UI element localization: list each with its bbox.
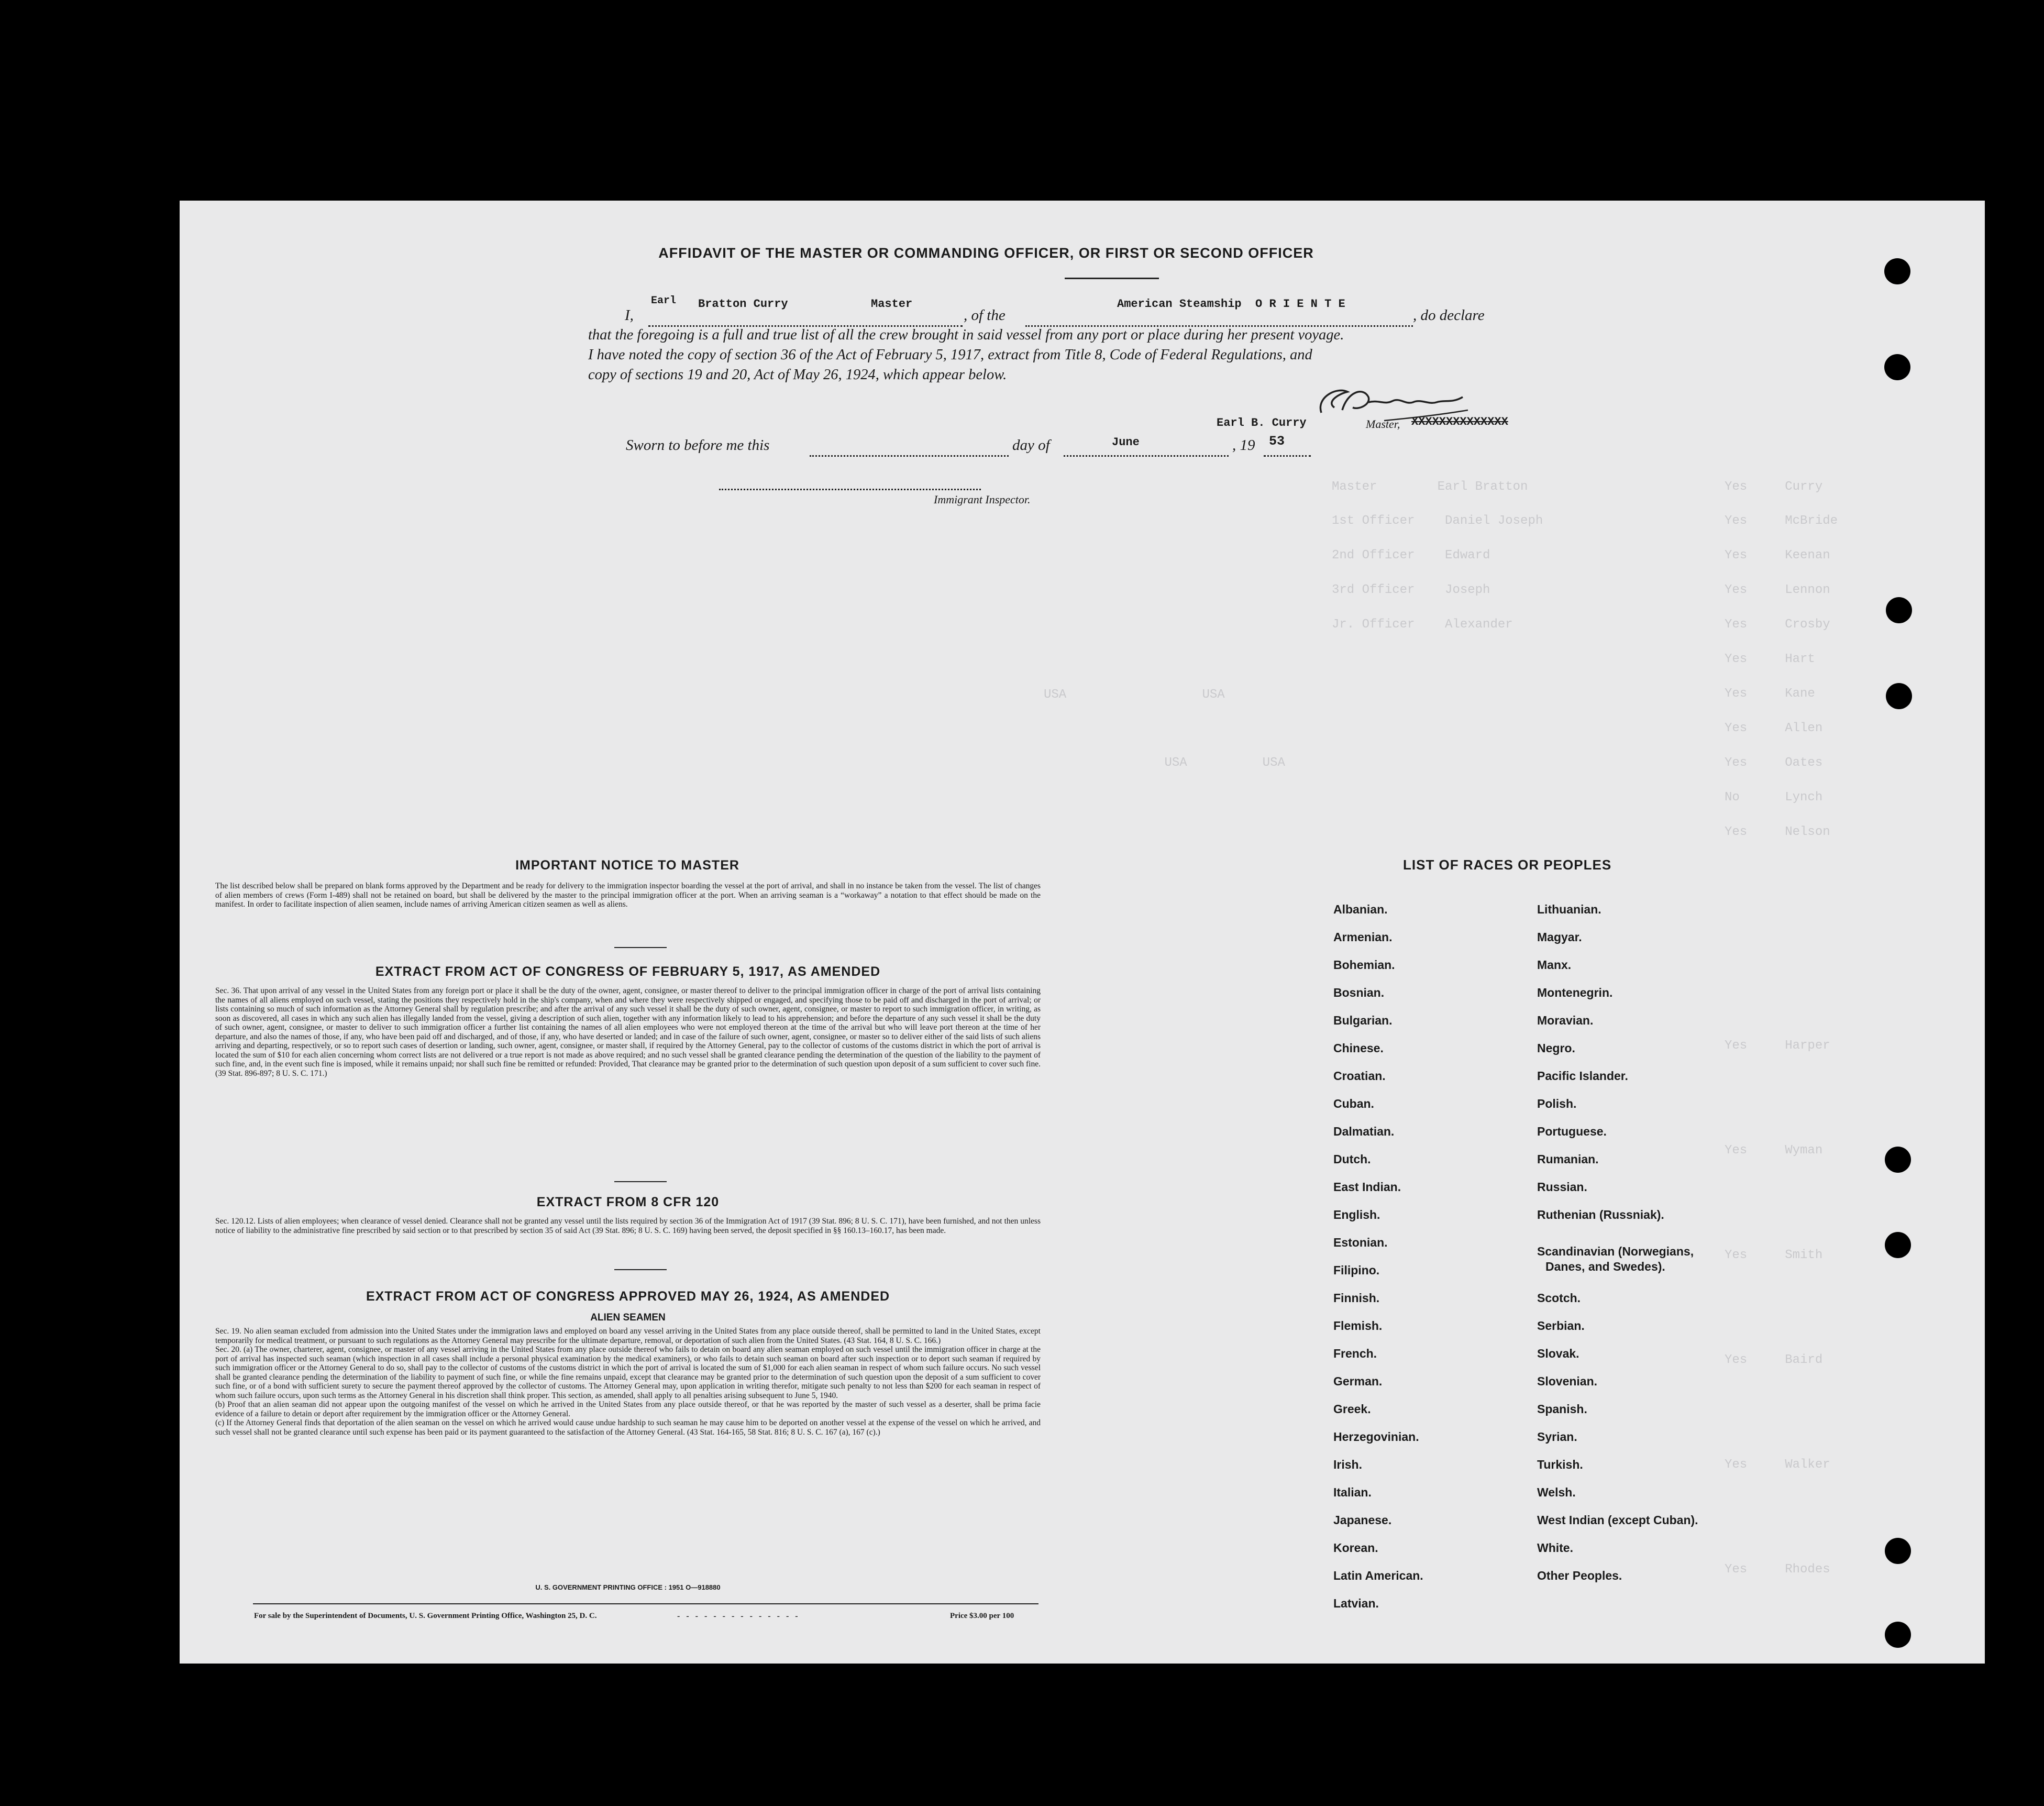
punch-hole — [1885, 1622, 1911, 1648]
race-item: Dutch. — [1333, 1152, 1371, 1166]
race-item: Rumanian. — [1537, 1152, 1599, 1166]
race-item: Greek. — [1333, 1402, 1371, 1416]
year-prefix: , 19 — [1232, 437, 1255, 454]
race-item: English. — [1333, 1208, 1380, 1221]
extract-1924-body — [215, 1327, 1041, 1437]
signer-title: Master, — [1366, 417, 1400, 431]
race-item: Bosnian. — [1333, 986, 1385, 999]
race-item: Moravian. — [1537, 1014, 1594, 1027]
race-item: Russian. — [1537, 1180, 1587, 1194]
race-item: Polish. — [1537, 1097, 1577, 1110]
extract-1924-title: EXTRACT FROM ACT OF CONGRESS APPROVED MAY 26, 1924, AS AMENDED — [366, 1289, 890, 1304]
extract-1917-title: EXTRACT FROM ACT OF CONGRESS OF FEBRUARY 5, 1917, AS AMENDED — [375, 964, 881, 979]
race-item: Portuguese. — [1537, 1125, 1607, 1138]
race-item: Pacific Islander. — [1537, 1069, 1628, 1083]
race-item: Bohemian. — [1333, 958, 1395, 972]
extract-cfr-body: Sec. 120.12. Lists of alien employees; when clearance of vessel denied. Clearance shall not be granted any vessel until the lists required by section 36 of the Immigration Act of 1917 (39 Stat. 896; 8 U. S. C. 171), have been furnished, and not then unless notice of liability to the administrative fine prescribed by said section or to that prescribed by section 35 of said Act (39 Stat. 896; 8 U. S. C. 169) having been served, the deposit specified in §§ 160.13–160.17, has been made. — [215, 1217, 1041, 1235]
extract-cfr-title: EXTRACT FROM 8 CFR 120 — [536, 1195, 720, 1209]
punch-hole — [1886, 597, 1912, 623]
race-item: Danes, and Swedes). — [1545, 1260, 1665, 1273]
race-item: Turkish. — [1537, 1458, 1583, 1471]
sec-20a: Sec. 20. (a) The owner, charterer, agent, consignee, or master of any vessel arriving in the United States from any place outside thereof who fails to detain on board any alien seaman employed on such vessel until the immigration officer in charge at the port of arrival has inspected such seaman (which inspection in all cases shall include a personal physical examination by the medical examiners), or who fails to detain such seaman on board after such inspection or to deport such seaman if required by such immigration officer or the Attorney General to do so, shall pay to the collector of customs of the customs district in which the port of arrival is located the sum of $1,000 for each alien seaman in respect of whom such failure occurs. No such vessel shall be granted clearance pending the determination of the liability to payment of such fine, or while the fine remains unpaid, except that clearance may be granted prior to the determination of such question upon the deposit of a sum sufficient to cover such fine, or of a bond with sufficient surety to secure the payment thereof approved by the collector of customs. The Attorney General may, upon application in writing therefor, mitigate such penalty to not less than $200 for each seaman in respect of whom such failure occurs, upon such terms as the Attorney General in his discretion shall think proper. This section, as amended, shall apply to all penalties arising subsequent to June 5, 1940. — [215, 1345, 1041, 1400]
race-item: Manx. — [1537, 958, 1572, 972]
race-item: Lithuanian. — [1537, 902, 1601, 916]
race-item: Herzegovinian. — [1333, 1430, 1419, 1444]
master-rank: Master — [871, 298, 913, 311]
punch-hole — [1885, 1147, 1911, 1173]
footer-sale: For sale by the Superintendent of Documents, U. S. Government Printing Office, Washington 25, D. C. — [254, 1612, 597, 1620]
race-item: Croatian. — [1333, 1069, 1386, 1083]
affidavit-line4: copy of sections 19 and 20, Act of May 26, 1924, which appear below. — [588, 367, 1007, 383]
race-item: Irish. — [1333, 1458, 1362, 1471]
sworn-day-blank — [810, 439, 1009, 457]
punch-hole — [1885, 1232, 1911, 1258]
sworn-label: Sworn to before me this — [626, 437, 770, 454]
notice-rule — [614, 947, 667, 948]
race-item: Korean. — [1333, 1541, 1378, 1555]
race-item: Filipino. — [1333, 1263, 1380, 1277]
race-item: Scandinavian (Norwegians, — [1537, 1245, 1694, 1258]
of-the-label: , of the — [964, 307, 1006, 324]
gpo-imprint: U. S. GOVERNMENT PRINTING OFFICE : 1951 O—918880 — [535, 1583, 721, 1591]
races-title: LIST OF RACES OR PEOPLES — [1403, 857, 1612, 873]
race-item: Ruthenian (Russniak). — [1537, 1208, 1664, 1221]
master-name: Bratton Curry — [698, 298, 788, 311]
race-item: Armenian. — [1333, 930, 1393, 944]
vessel-blank — [1025, 310, 1413, 327]
affidavit-line2: that the foregoing is a full and true list of all the crew brought in said vessel from any port or place during her present voyage. — [588, 327, 1344, 343]
race-item: Latin American. — [1333, 1569, 1423, 1582]
race-item: Montenegrin. — [1537, 986, 1613, 999]
sworn-month: June — [1112, 436, 1140, 449]
sec-20c: (c) If the Attorney General finds that deportation of the alien seaman on the vessel on which he arrived would cause undue hardship to such seaman he may cause him to be deported on another vessel at the expense of the vessel on which he arrived, and such vessel shall not be granted clearance until such expense has been paid or its payment guaranteed to the satisfaction of the Attorney General. (43 Stat. 164-165, 58 Stat. 816; 8 U. S. C. 167 (a), 167 (c).) — [215, 1418, 1041, 1437]
race-item: Japanese. — [1333, 1513, 1392, 1527]
race-item: Negro. — [1537, 1041, 1575, 1055]
manifest-sheet: Yes Curry Yes McBride Yes Keenan Yes Lennon Yes Crosby Yes Hart Yes Kane Yes Allen Yes Oates No Lynch Yes Nelson Master Earl Bratton 1st Officer Daniel Joseph 2nd Officer Edward 3rd Officer Joseph Jr. Officer Alexander USA USA USA USA Yes Harper Yes Wyman Yes Smith Yes Baird Yes Walker Yes Rhodes AFFIDAVIT OF THE MASTER OR COMMANDING OFFICER, OR FIRST OR SECOND OFFICER I, Earl Bratton Curry Master , of the American Steamship O R I E N T E , do declare that the foregoing is a full and true list of all the crew brought in said vessel from any port or place during her present voyage. I have noted the copy of section 36 of the Act of February 5, 1917, extract from Title 8, Code of Federal Regulations, and copy of sections 19 and 20, Act of May 26, 1924, which appear below. Earl B. Curry Master, XXXXXXXXXXXXXX Sworn to before me this day of June , 19 53 Immigrant Inspector. IMPORTANT NOTICE TO MASTER The list described below shall be prepared on blank forms approved by the Department and be ready for delivery to the immigration inspector boarding the vessel at the port of arrival, and shall in no instance be taken from the vessel. The list of changes of alien members of crews (Form I-489) shall not be retained on board, but shall be delivered by the master to the principal immigration officer at the port. When an arriving seaman is a “workaway” a notation to that effect should be made on the manifest. In order to facilitate inspection of alien seamen, include names of arriving American citizen seamen as well as aliens. EXTRACT FROM ACT OF CONGRESS OF FEBRUARY 5, 1917, AS AMENDED Sec. 36. That upon arrival of any vessel in the United States from any foreign port or place it shall be the duty of the owner, agent, consignee, or master thereof to deliver to the principal immigration officer in charge of the port of arrival lists containing the names of all aliens employed on such vessel, stating the positions they respectively hold in the ship's company, when and where they were respectively shipped or engaged, and specifying those to be paid off and discharged in the port of arrival; or lists containing so much of such information as the Attorney General shall by regulation prescribe; and after the arrival of any such vessel it shall be the duty of such owner, agent, consignee, or master to report to such immigration officer, in writing, as soon as discovered, all cases in which any such alien has illegally landed from the vessel, giving a description of such alien, together with any information likely to lead to his apprehension; and before the departure of any such vessel it shall be the duty of such owner, agent, consignee, or master to deliver to such immigration officer a further list containing the names of all alien employees who were not employed thereon at the time of the arrival but who will leave port thereon at the time of her departure, and also the names of those, if any, who have been paid off and discharged, and of those, if any, who have deserted or landed; and in case of the failure of such owner, agent, consignee, or master so to deliver either of the said lists of such aliens arriving and departing, respectively, or so to report such cases of desertion or landing, such owner, agent, consignee, or master shall, if required by the Attorney General, pay to the collector of customs of the customs district in which the port of arrival is located the sum of $10 for each alien concerning whom correct lists are not delivered or a true report is not made as above required; and no such vessel shall be granted clearance pending the determination of the question of the liability to the payment of such fine, and, in the event such fine is imposed, while it remains unpaid; nor shall such fine be remitted or refunded: Provided, That clearance may be granted prior to the determination of such question upon deposit of a sum sufficient to cover such fine. (39 Stat. 896-897; 8 U. S. C. 171.) EXTRACT FROM 8 CFR 120 Sec. 120.12. Lists of alien employees; when clearance of vessel denied. Clearance shall not be granted any vessel until the lists required by section 36 of the Immigration Act of 1917 (39 Stat. 896; 8 U. S. C. 171), have been furnished, and not then unless notice of liability to the administrative fine prescribed by said section or to that prescribed by section 35 of said Act (39 Stat. 896; 8 U. S. C. 169) having been served, the deposit specified in §§ 160.13–160.17, has been made. EXTRACT FROM ACT OF CONGRESS APPROVED MAY 26, 1924, AS AMENDED ALIEN SEAMEN Sec. 19. No alien seaman excluded from admission into the United States under the immigration laws and employed on board any vessel arriving in the United States from any place outside thereof, shall be permitted to land in the United States, except temporarily for medical treatment, or pursuant to such regulations as the Attorney General may prescribe for the ultimate departure, removal, or deportation of such alien from the United States. (43 Stat. 164, 8 U. S. C. 166.) Sec. 20. (a) The owner, charterer, agent, consignee, or master of any vessel arriving in the United States from any place outside thereof who fails to detain on board any alien seaman employed on such vessel until the immigration officer in charge at the port of arrival has inspected such seaman (which inspection in all cases shall include a personal physical examination by the medical examiners), or who fails to detain such seaman on board after such inspection or to deport such seaman if required by such immigration officer or the Attorney General to do so, shall pay to the collector of customs of the customs district in which the port of arrival is located the sum of $1,000 for each alien seaman in respect of whom such failure occurs. No such vessel shall be granted clearance pending the determination of the liability to payment of such fine, or while the fine remains unpaid, except that clearance may be granted prior to the determination of such question upon the deposit of a sum sufficient to cover such fine, or of a bond with sufficient surety to secure the payment thereof approved by the collector of customs. The Attorney General may, upon application in writing therefor, mitigate such penalty to not less than $200 for each seaman in respect of whom such failure occurs, upon such terms as the Attorney General in his discretion shall think proper. This section, as amended, shall apply to all penalties arising subsequent to June 5, 1940. (b) Proof that an alien seaman did not appear upon the outgoing manifest of the vessel on which he arrived in the United States from any place outside thereof, or that he was reported by the master of such vessel as a deserter, shall be prima facie evidence of a failure to detain or deport after requirement by the immigration officer or the Attorney General. (c) If the Attorney General finds that deportation of the alien seaman on the vessel on which he arrived would cause undue hardship to such seaman he may cause him to be deported on another vessel at the expense of the vessel on which he arrived, and such vessel shall not be granted clearance until such expense has been paid or its payment guaranteed to the satisfaction of the Attorney General. (43 Stat. 164-165, 58 Stat. 816; 8 U. S. C. 167 (a), 167 (c).) U. S. GOVERNMENT PRINTING OFFICE : 1951 O—918880 For sale by the Superintendent of Documents, U. S. Government Printing Office, Washington 25, D. C. - - - - - - - - - - - - - - Price $3.00 per 100 LIST OF RACES OR PEOPLES Albanian. Armenian. Bohemian. Bosnian. Bulgarian. Chinese. Croatian. Cuban. Dalmatian. Dutch. East Indian. English. Estonian. Filipino. Finnish. Flemish. French. German. Greek. Herzegovinian. Irish. Italian. Japanese. Korean. Latin American. Latvian. Lithuanian. Magyar. Manx. Montenegrin. Moravian. Negro. Pacific Islander. Polish. Portuguese. Rumanian. Russian. Ruthenian (Russniak). Scandinavian (Norwegians, Danes, and Swedes). Scotch. Serbian. Slovak. Slovenian. Spanish. Syrian. Turkish. Welsh. West Indian (except Cuban). White. Other Peoples. — [180, 201, 1985, 1664]
extract-1917-rule — [614, 1181, 667, 1182]
race-item: Flemish. — [1333, 1319, 1383, 1333]
sworn-month-blank — [1064, 439, 1229, 457]
race-item: French. — [1333, 1347, 1377, 1360]
race-item: Finnish. — [1333, 1291, 1380, 1305]
race-item: Cuban. — [1333, 1097, 1374, 1110]
race-item: Serbian. — [1537, 1319, 1585, 1333]
race-item: White. — [1537, 1541, 1573, 1555]
footer-rule — [253, 1603, 1038, 1604]
extract-1917-body: Sec. 36. That upon arrival of any vessel in the United States from any foreign port or place it shall be the duty of the owner, agent, consignee, or master thereof to deliver to the principal immigration officer in charge of the port of arrival lists containing the names of all aliens employed on such vessel, stating the positions they respectively hold in the ship's company, when and where they were respectively shipped or engaged, and specifying those to be paid off and discharged in the port of arrival; or lists containing so much of such information as the Attorney General shall by regulation prescribe; and after the arrival of any such vessel it shall be the duty of such owner, agent, consignee, or master to report to such immigration officer, in writing, as soon as discovered, all cases in which any such alien has illegally landed from the vessel, giving a description of such alien, together with any information likely to lead to his apprehension; and before the departure of any such vessel it shall be the duty of such owner, agent, consignee, or master to deliver to such immigration officer a further list containing the names of all alien employees who were not employed thereon at the time of the arrival but who will leave port thereon at the time of her departure, and also the names of those, if any, who have been paid off and discharged, and of those, if any, who have deserted or landed; and in case of the failure of such owner, agent, consignee, or master so to deliver either of the said lists of such aliens arriving and departing, respectively, or so to report such cases of desertion or landing, such owner, agent, consignee, or master shall, if required by the Attorney General, pay to the collector of customs of the customs district in which the port of arrival is located the sum of $10 for each alien concerning whom correct lists are not delivered or a true report is not made as above required; and no such vessel shall be granted clearance pending the determination of the question of the liability to the payment of such fine, and, in the event such fine is imposed, while it remains unpaid; nor shall such fine be remitted or refunded: Provided, That clearance may be granted prior to the determination of such question upon deposit of a sum sufficient to cover such fine. (39 Stat. 896-897; 8 U. S. C. 171.) — [215, 986, 1041, 1078]
race-item: Welsh. — [1537, 1485, 1576, 1499]
race-item: Albanian. — [1333, 902, 1388, 916]
punch-hole — [1884, 258, 1910, 284]
extract-cfr-rule — [614, 1269, 667, 1270]
sworn-year: 53 — [1269, 434, 1285, 449]
race-item: Italian. — [1333, 1485, 1372, 1499]
inspector-blank — [719, 478, 981, 490]
race-item: Estonian. — [1333, 1236, 1388, 1249]
signer-name: Earl B. Curry — [1217, 416, 1307, 430]
race-item: East Indian. — [1333, 1180, 1401, 1194]
race-item: Slovenian. — [1537, 1374, 1598, 1388]
title-rule — [1065, 278, 1159, 279]
affidavit-line3: I have noted the copy of section 36 of the Act of February 5, 1917, extract from Title 8, Code of Federal Regulations, and — [588, 347, 1312, 363]
footer-price: Price $3.00 per 100 — [950, 1612, 1014, 1620]
do-declare-label: , do declare — [1413, 307, 1485, 324]
vessel-name: American Steamship O R I E N T E — [1117, 298, 1345, 311]
race-item: German. — [1333, 1374, 1383, 1388]
sworn-year-blank — [1264, 439, 1311, 457]
sec-20b: (b) Proof that an alien seaman did not appear upon the outgoing manifest of the vessel on which he arrived in the United States from any place outside thereof, or that he was reported by the master of such vessel as a deserter, shall be prima facie evidence of a failure to detain or deport after requirement by the immigration officer or the Attorney General. — [215, 1400, 1041, 1418]
notice-body: The list described below shall be prepared on blank forms approved by the Department and be ready for delivery to the immigration inspector boarding the vessel at the port of arrival, and shall in no instance be taken from the vessel. The list of changes of alien members of crews (Form I-489) shall not be retained on board, but shall be delivered by the master to the principal immigration officer at the port. When an arriving seaman is a “workaway” a notation to that effect should be made on the manifest. In order to facilitate inspection of alien seamen, include names of arriving American citizen seamen as well as aliens. — [215, 882, 1041, 909]
race-item: Other Peoples. — [1537, 1569, 1622, 1582]
race-item: Syrian. — [1537, 1430, 1577, 1444]
inspector-label: Immigrant Inspector. — [934, 493, 1031, 506]
race-item: Chinese. — [1333, 1041, 1384, 1055]
race-item: Spanish. — [1537, 1402, 1587, 1416]
punch-hole — [1885, 1538, 1911, 1564]
sec-19: Sec. 19. No alien seaman excluded from admission into the United States under the immigration laws and employed on board any vessel arriving in the United States from any place outside thereof, shall be permitted to land in the United States, except temporarily for medical treatment, or pursuant to such regulations as the Attorney General may prescribe for the ultimate departure, removal, or deportation of such alien from the United States. (43 Stat. 164, 8 U. S. C. 166.) — [215, 1327, 1041, 1345]
master-first-name: Earl — [651, 295, 677, 307]
affidavit-title: AFFIDAVIT OF THE MASTER OR COMMANDING OFFICER, OR FIRST OR SECOND OFFICER — [658, 245, 1314, 261]
punch-hole — [1884, 354, 1910, 380]
punch-hole — [1886, 683, 1912, 709]
race-item: Latvian. — [1333, 1596, 1379, 1610]
footer-dashes: - - - - - - - - - - - - - - — [677, 1612, 800, 1621]
race-item: Magyar. — [1537, 930, 1582, 944]
race-item: Bulgarian. — [1333, 1014, 1393, 1027]
affidavit-line1-prefix: I, — [625, 307, 634, 324]
race-item: Scotch. — [1537, 1291, 1581, 1305]
race-item: Dalmatian. — [1333, 1125, 1395, 1138]
notice-title: IMPORTANT NOTICE TO MASTER — [515, 858, 739, 873]
struck-title: XXXXXXXXXXXXXX — [1411, 415, 1508, 428]
master-name-blank — [648, 310, 963, 327]
race-item: West Indian (except Cuban). — [1537, 1513, 1698, 1527]
race-item: Slovak. — [1537, 1347, 1579, 1360]
day-of-label: day of — [1012, 437, 1050, 454]
extract-1924-subtitle: ALIEN SEAMEN — [590, 1312, 666, 1323]
